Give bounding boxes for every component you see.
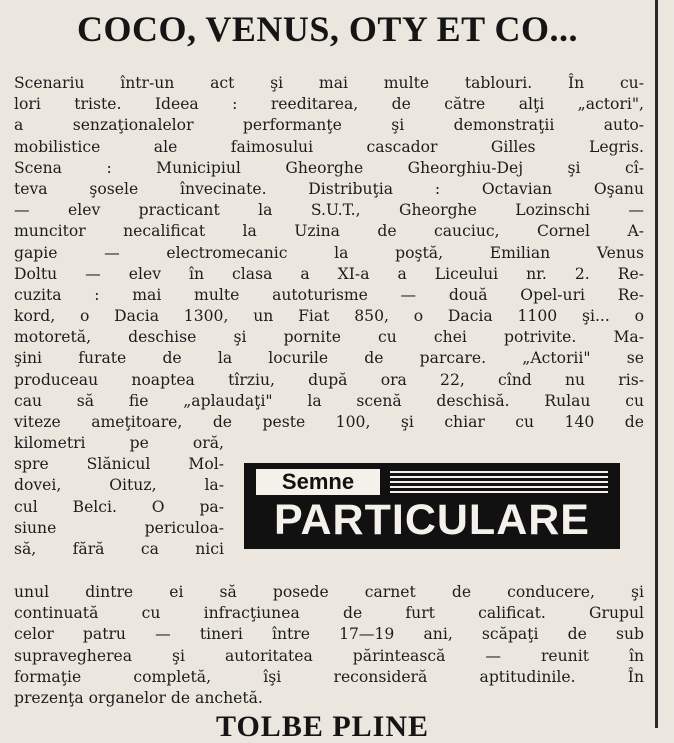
text-line: celor patru — tineri între 17—19 ani, scăpaţi de sub	[14, 625, 644, 644]
column-rule	[655, 0, 658, 728]
logo-top-word: Semne	[256, 469, 380, 495]
text-line: viteze ameţitoare, de peste 100, şi chiar cu 140 de	[14, 413, 644, 431]
text-line: Doltu — elev în clasa a XI-a a Liceului nr. 2. Re-	[14, 264, 644, 283]
text-line: — elev practicant la S.U.T., Gheorghe Lozinschi —	[14, 201, 644, 220]
logo-main-word: PARTICULARE	[274, 496, 590, 544]
text-line: Scena : Municipiul Gheorghe Gheorghiu-Dej şi cî-	[14, 158, 644, 177]
text-line: kord, o Dacia 1300, un Fiat 850, o Dacia 1100 şi... o	[14, 307, 644, 326]
article-body-side	[14, 433, 224, 560]
text-line: muncitor necalificat la Uzina de cauciuc, Cornel A-	[14, 222, 644, 241]
text-line: continuată cu infracţiunea de furt calificat. Grupul	[14, 604, 644, 623]
text-line: a senzaţionalelor performanţe şi demonstraţii auto-	[14, 116, 644, 135]
text-line: teva şosele învecinate. Distribuţia : Octavian Oşanu	[14, 179, 644, 198]
text-line: unul dintre ei să posede carnet de conducere, şi	[14, 583, 644, 601]
text-line: şini furate de la locurile de parcare. „Actorii" se	[14, 349, 644, 368]
text-line: Scenariu într-un act şi mai multe tablouri. În cu-	[14, 74, 644, 92]
text-line: prezenţa organelor de anchetă.	[14, 688, 263, 707]
text-line: supravegherea şi autoritatea părintească — reunit în	[14, 646, 644, 665]
text-line: siune periculoa-	[14, 518, 224, 537]
text-line: cul Belci. O pa-	[14, 497, 224, 516]
article-headline: COCO, VENUS, OTY ET CO...	[77, 9, 578, 49]
text-line: spre Slănicul Mol-	[14, 455, 224, 474]
text-line: gapie — electromecanic la poştă, Emilian Venus	[14, 243, 644, 262]
text-line: să, fără ca nici	[14, 539, 224, 558]
text-line: lori triste. Ideea : reeditarea, de către alţi „actori",	[14, 95, 644, 114]
article-body-top	[14, 73, 644, 433]
text-line: mobilistice ale faimosului cascador Gilles Legris.	[14, 137, 644, 156]
next-article-headline	[216, 710, 496, 743]
text-line: cuzita : mai multe autoturisme — două Opel-uri Re-	[14, 285, 644, 304]
text-line: motoretă, deschise şi pornite cu chei potrivite. Ma-	[14, 328, 644, 347]
text-line: formaţie completă, îşi reconsideră aptitudinile. În	[14, 667, 644, 686]
text-line: cau să fie „aplaudaţi" la scenă deschisă. Rulau cu	[14, 391, 644, 410]
text-line: dovei, Oituz, la-	[14, 476, 224, 495]
column-logo	[244, 463, 620, 549]
text-line: produceau noaptea tîrziu, după ora 22, cînd nu ris-	[14, 370, 644, 389]
text-line: kilometri pe oră,	[14, 434, 224, 452]
logo-stripes	[390, 471, 608, 493]
next-headline-text: TOLBE PLINE	[216, 710, 430, 743]
article-body-bottom	[14, 582, 644, 709]
